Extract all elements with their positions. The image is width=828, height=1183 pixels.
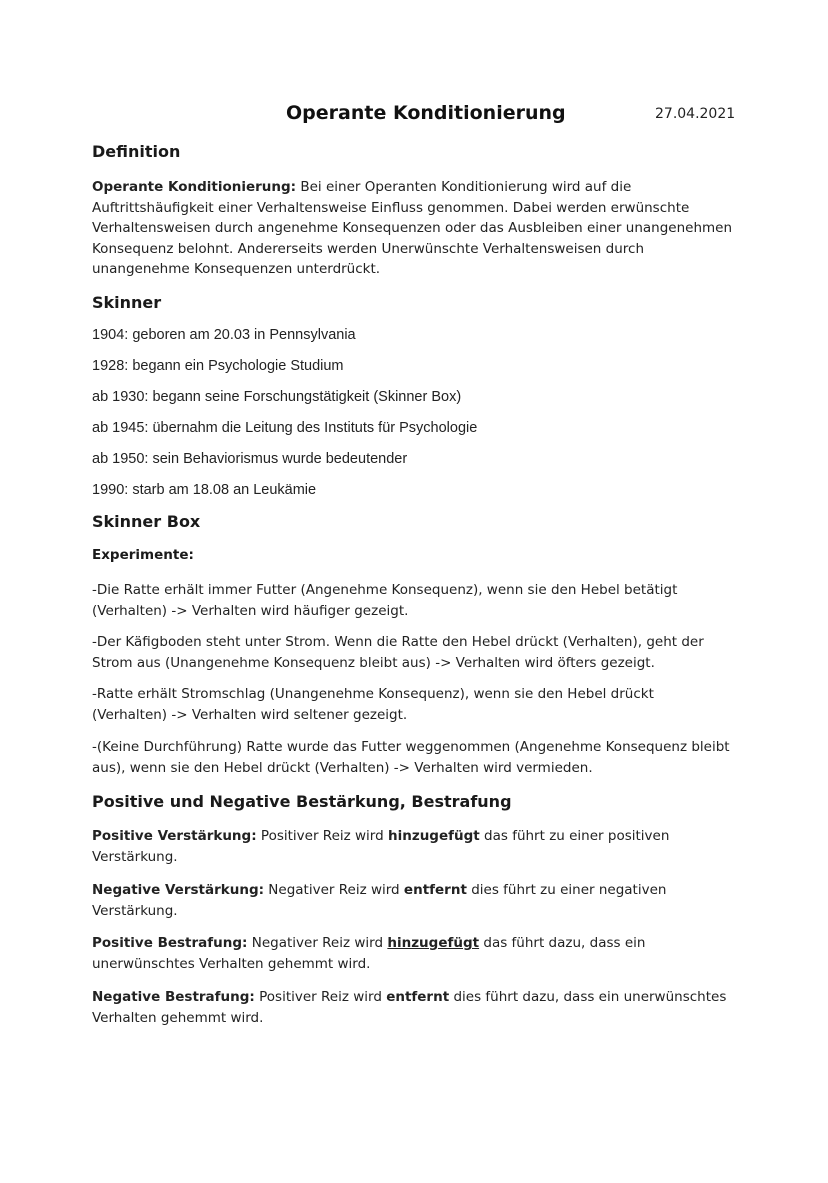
reinforcement-heading: Positive und Negative Bestärkung, Bestrafung [92, 792, 512, 811]
reinforcement-term: Negative Verstärkung: [92, 882, 265, 898]
reinforcement-keyword: hinzugefügt [387, 828, 480, 844]
reinforcement-text: dies führt dazu, dass ein unerwünschtes Verhalten gehemmt wird. [92, 989, 727, 1026]
definition-term: Operante Konditionierung: [92, 179, 297, 195]
experiments-subheading: Experimente: [92, 547, 194, 563]
reinforcement-keyword: entfernt [386, 989, 450, 1005]
reinforcement-item [92, 987, 742, 1028]
skinner-box-heading: Skinner Box [92, 512, 201, 531]
reinforcement-term: Negative Bestrafung: [92, 989, 255, 1005]
definition-heading: Definition [92, 142, 181, 161]
page-title: Operante Konditionierung [286, 102, 566, 124]
experiment-item: -Der Käfigboden steht unter Strom. Wenn die Ratte den Hebel drückt (Verhalten), geht der Strom aus (Unangenehme Konsequenz bleibt aus) -> Verhalten wird öfters gezeigt. [92, 634, 704, 671]
experiment-item: -Die Ratte erhält immer Futter (Angenehme Konsequenz), wenn sie den Hebel betätigt (Verhalten) -> Verhalten wird häufiger gezeigt. [92, 582, 678, 619]
reinforcement-item [92, 826, 692, 867]
reinforcement-text: dies führt zu einer negativen Verstärkung. [92, 882, 667, 919]
reinforcement-text: Negativer Reiz wird [264, 882, 404, 898]
reinforcement-text: Positiver Reiz wird [254, 989, 387, 1005]
timeline-item: ab 1950: sein Behaviorismus wurde bedeutender [92, 451, 408, 467]
reinforcement-keyword: hinzugefügt [387, 935, 480, 951]
reinforcement-term: Positive Verstärkung: [92, 828, 257, 844]
experiment-item: -Ratte erhält Stromschlag (Unangenehme Konsequenz), wenn sie den Hebel drückt (Verhalten) -> Verhalten wird seltener gezeigt. [92, 686, 654, 723]
document-date: 27.04.2021 [655, 106, 736, 122]
timeline-item: 1904: geboren am 20.03 in Pennsylvania [92, 327, 356, 343]
reinforcement-item [92, 933, 742, 974]
timeline-item: ab 1930: begann seine Forschungstätigkeit (Skinner Box) [92, 389, 462, 405]
skinner-heading: Skinner [92, 293, 162, 312]
reinforcement-text: Positiver Reiz wird [256, 828, 388, 844]
reinforcement-text: Negativer Reiz wird [247, 935, 388, 951]
definition-text: Bei einer Operanten Konditionierung wird auf die Auftrittshäufigkeit einer Verhaltensweise Einfluss genommen. Dabei werden erwünschte Verhaltensweisen durch angenehme Konsequenzen oder das Ausbleiben einer unangenehmen Konsequenz belohnt. Andererseits werden Unerwünschte Verhaltensweisen durch unangenehme Konsequenzen unterdrückt. [92, 179, 733, 277]
definition-paragraph [92, 177, 732, 280]
timeline-item: 1928: begann ein Psychologie Studium [92, 358, 344, 374]
experiment-item: -(Keine Durchführung) Ratte wurde das Futter weggenommen (Angenehme Konsequenz bleibt aus), wenn sie den Hebel drückt (Verhalten) -> Verhalten wird vermieden. [92, 739, 730, 776]
timeline-item: ab 1945: übernahm die Leitung des Instituts für Psychologie [92, 420, 478, 436]
reinforcement-text: das führt zu einer positiven Verstärkung. [92, 828, 670, 865]
reinforcement-text: das führt dazu, dass ein unerwünschtes Verhalten gehemmt wird. [92, 935, 646, 972]
timeline-item: 1990: starb am 18.08 an Leukämie [92, 482, 317, 498]
reinforcement-keyword: entfernt [403, 882, 467, 898]
reinforcement-item [92, 880, 692, 921]
reinforcement-term: Positive Bestrafung: [92, 935, 248, 951]
